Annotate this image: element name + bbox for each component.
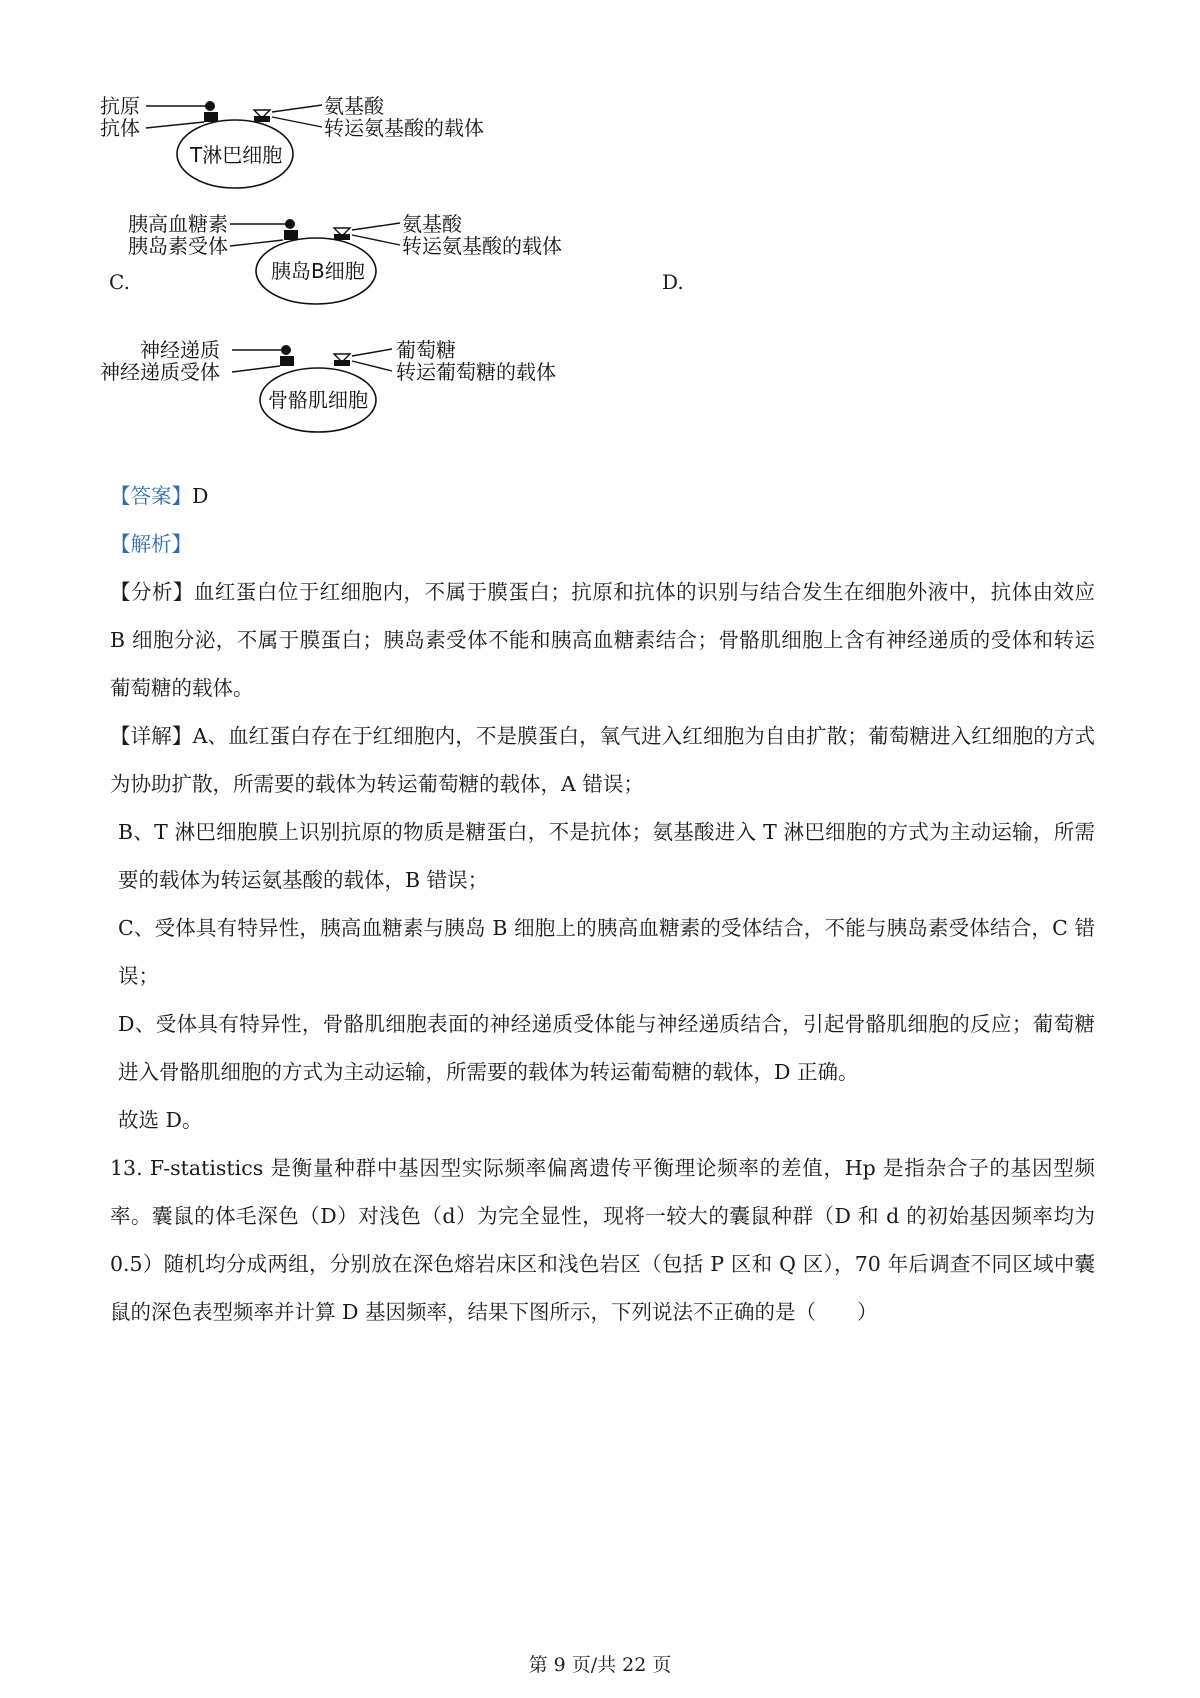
right-top-label: 氨基酸: [402, 212, 462, 236]
analysis-tag: 【解析】: [110, 532, 192, 556]
left-bottom-label: 抗体: [100, 116, 140, 140]
right-bottom-label: 转运葡萄糖的载体: [396, 360, 556, 384]
xiangjie-section: [110, 712, 1095, 1144]
left-top-label: 胰高血糖素: [128, 212, 228, 236]
fenxi-tag: 【分析】: [110, 580, 194, 604]
page-footer: 第 9 页/共 22 页: [528, 1654, 672, 1676]
right-top-label: 氨基酸: [324, 94, 384, 118]
answer-value: D: [192, 484, 209, 508]
question-13: [110, 1144, 1095, 1336]
diagram-islet-b-cell: [128, 210, 578, 320]
right-top-label: 葡萄糖: [396, 338, 456, 362]
right-bottom-label: 转运氨基酸的载体: [324, 116, 484, 140]
right-bottom-label: 转运氨基酸的载体: [402, 234, 562, 258]
cell-label: T淋巴细胞: [190, 143, 283, 167]
neurotransmitter-dot-icon: [281, 345, 291, 355]
answer-line: [110, 472, 1095, 520]
left-top-label: 抗原: [100, 94, 140, 118]
xiangjie-d: D、受体具有特异性，骨骼肌细胞表面的神经递质受体能与神经递质结合，引起骨骼肌细胞的反应；葡萄糖进入骨骼肌细胞的方式为主动运输，所需要的载体为转运葡萄糖的载体，D 正确。: [118, 1012, 1095, 1084]
xiangjie-b: B、T 淋巴细胞膜上识别抗原的物质是糖蛋白，不是抗体；氨基酸进入 T 淋巴细胞的方式为主动运输，所需要的载体为转运氨基酸的载体，B 错误；: [118, 820, 1095, 892]
cell-label: 骨骼肌细胞: [268, 388, 368, 412]
answer-tag: 【答案】: [110, 484, 192, 508]
diagram-t-lymphocyte: [100, 92, 520, 202]
receptor-icon: [204, 112, 218, 122]
antigen-dot-icon: [205, 101, 215, 111]
hormone-dot-icon: [285, 219, 295, 229]
receptor-icon: [280, 356, 294, 366]
option-c-label: C.: [109, 270, 130, 294]
cell-label: 胰岛B细胞: [271, 259, 365, 283]
receptor-icon: [284, 230, 298, 240]
xiangjie-a: A、血红蛋白存在于红细胞内，不是膜蛋白，氧气进入红细胞为自由扩散；葡萄糖进入红细胞的方式为协助扩散，所需要的载体为转运葡萄糖的载体，A 错误；: [110, 724, 1095, 796]
fenxi-text: 血红蛋白位于红细胞内，不属于膜蛋白；抗原和抗体的识别与结合发生在细胞外液中，抗体由效应 B 细胞分泌，不属于膜蛋白；胰岛素受体不能和胰高血糖素结合；骨骼肌细胞上含有神经递质的受体和转运葡萄糖的载体。: [110, 580, 1096, 700]
option-d-label: D.: [662, 270, 684, 294]
xiangjie-tag: 【详解】: [110, 724, 193, 748]
xiangjie-conclusion: 故选 D。: [118, 1108, 203, 1132]
fenxi-paragraph: [110, 568, 1095, 712]
xiangjie-c: C、受体具有特异性，胰高血糖素与胰岛 B 细胞上的胰高血糖素的受体结合，不能与胰岛素受体结合，C 错误；: [118, 916, 1095, 988]
left-top-label: 神经递质: [140, 338, 220, 362]
left-bottom-label: 胰岛素受体: [128, 234, 228, 258]
question-13-text: 13. F-statistics 是衡量种群中基因型实际频率偏离遗传平衡理论频率的差值，Hp 是指杂合子的基因型频率。囊鼠的体毛深色（D）对浅色（d）为完全显性，现将一较大的囊鼠种群（D 和 d 的初始基因频率均为 0.5）随机均分成两组，分别放在深色熔岩床区和浅色岩区（包括 P 区和 Q 区），70 年后调查不同区域中囊鼠的深色表型频率并计算 D 基因频率，结果下图所示，下列说法不正确的是（ ）: [110, 1156, 1095, 1324]
diagram-skeletal-muscle-cell: [100, 336, 620, 446]
left-bottom-label: 神经递质受体: [100, 360, 220, 384]
